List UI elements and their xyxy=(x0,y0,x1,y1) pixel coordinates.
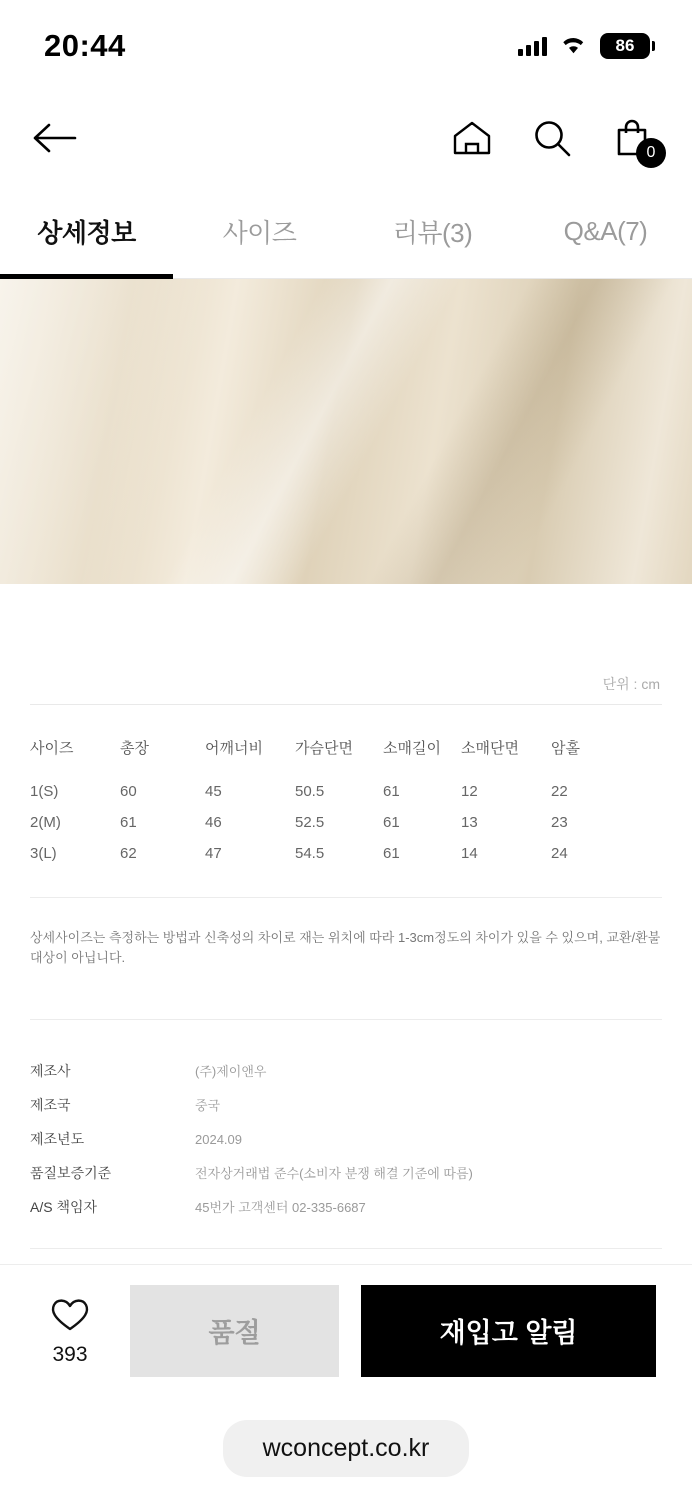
search-icon[interactable] xyxy=(528,114,576,162)
cell-sleeve-length: 61 xyxy=(383,783,400,800)
status-bar xyxy=(0,0,692,92)
wishlist-button[interactable] xyxy=(32,1294,108,1367)
soldout-button: 품절 xyxy=(130,1285,339,1377)
cell-length: 61 xyxy=(120,814,137,831)
col-chest: 가슴단면 xyxy=(295,740,353,757)
cell-shoulder: 45 xyxy=(205,783,222,800)
nav-bar xyxy=(0,92,692,184)
status-time: 20:44 xyxy=(44,28,126,63)
info-row xyxy=(30,1156,662,1190)
cell-shoulder: 47 xyxy=(205,845,222,862)
tab-detail[interactable]: 상세정보 xyxy=(0,184,173,278)
shopping-bag-icon[interactable] xyxy=(608,114,656,162)
info-value: 중국 xyxy=(195,1098,221,1113)
nav-actions xyxy=(448,114,656,162)
unit-note: 단위 : cm xyxy=(30,584,662,705)
status-indicators xyxy=(518,33,650,59)
cell-size: 2(M) xyxy=(30,814,61,831)
cell-sleeve-width: 13 xyxy=(461,814,478,831)
spec-area xyxy=(0,584,692,1264)
cell-sleeve-length: 61 xyxy=(383,845,400,862)
heart-icon xyxy=(48,1294,92,1339)
cell-armhole: 24 xyxy=(551,845,568,862)
tab-bar xyxy=(0,184,692,279)
cell-length: 62 xyxy=(120,845,137,862)
info-row xyxy=(30,1054,662,1088)
product-fabric-image xyxy=(0,279,692,584)
size-disclaimer: 상세사이즈는 측정하는 방법과 신축성의 차이로 재는 위치에 따라 1-3cm정도의 차이가 있을 수 있으며, 교환/환불 대상이 아닙니다. xyxy=(30,897,662,967)
scroll-top-wrap xyxy=(30,1248,662,1264)
info-key: 품질보증기준 xyxy=(30,1165,112,1181)
table-row xyxy=(30,807,662,838)
cell-chest: 52.5 xyxy=(295,814,325,831)
info-row xyxy=(30,1122,662,1156)
tab-qna[interactable]: Q&A(7) xyxy=(563,215,648,246)
cell-sleeve-length: 61 xyxy=(383,814,400,831)
cell-sleeve-width: 14 xyxy=(461,845,478,862)
info-key: 제조사 xyxy=(30,1063,71,1079)
wifi-icon xyxy=(560,34,587,59)
cell-armhole: 22 xyxy=(551,783,568,800)
table-row xyxy=(30,776,662,807)
table-header-row xyxy=(30,731,662,776)
info-row xyxy=(30,1088,662,1122)
info-row xyxy=(30,1190,662,1224)
home-icon[interactable] xyxy=(448,114,496,162)
col-length: 총장 xyxy=(120,740,149,757)
info-value: 45번가 고객센터 02-335-6687 xyxy=(195,1200,366,1215)
cell-armhole: 23 xyxy=(551,814,568,831)
cell-shoulder: 46 xyxy=(205,814,222,831)
col-sleeve-length: 소매길이 xyxy=(383,740,441,757)
cell-chest: 54.5 xyxy=(295,845,325,862)
col-armhole: 암홀 xyxy=(551,740,580,757)
info-value: 2024.09 xyxy=(195,1132,242,1147)
manufacturer-info xyxy=(30,1019,662,1224)
cell-sleeve-width: 12 xyxy=(461,783,478,800)
restock-alert-button[interactable]: 재입고 알림 xyxy=(361,1285,656,1377)
bottom-action-bar xyxy=(0,1264,692,1396)
tab-size[interactable]: 사이즈 xyxy=(222,217,297,248)
cell-chest: 50.5 xyxy=(295,783,325,800)
info-key: A/S 책임자 xyxy=(30,1199,98,1215)
info-value: (주)제이앤우 xyxy=(195,1064,267,1079)
cellular-signal-icon xyxy=(518,36,547,56)
tab-review[interactable]: 리뷰(3) xyxy=(392,217,473,248)
back-arrow-icon[interactable] xyxy=(30,114,78,162)
cell-length: 60 xyxy=(120,783,137,800)
info-key: 제조년도 xyxy=(30,1131,85,1147)
size-table xyxy=(30,731,662,869)
col-sleeve-width: 소매단면 xyxy=(461,740,519,757)
cell-size: 3(L) xyxy=(30,845,57,862)
info-value: 전자상거래법 준수(소비자 분쟁 해결 기준에 따름) xyxy=(195,1166,473,1181)
wishlist-count: 393 xyxy=(52,1343,88,1366)
col-shoulder: 어깨너비 xyxy=(205,740,263,757)
cart-count-badge: 0 xyxy=(636,138,666,168)
cell-size: 1(S) xyxy=(30,783,59,800)
col-size: 사이즈 xyxy=(30,740,74,757)
info-key: 제조국 xyxy=(30,1097,71,1113)
battery-indicator: 86 xyxy=(600,33,650,59)
url-text[interactable]: wconcept.co.kr xyxy=(223,1420,470,1477)
detail-content xyxy=(0,279,692,1264)
browser-url-bar xyxy=(0,1396,692,1500)
table-row xyxy=(30,838,662,869)
